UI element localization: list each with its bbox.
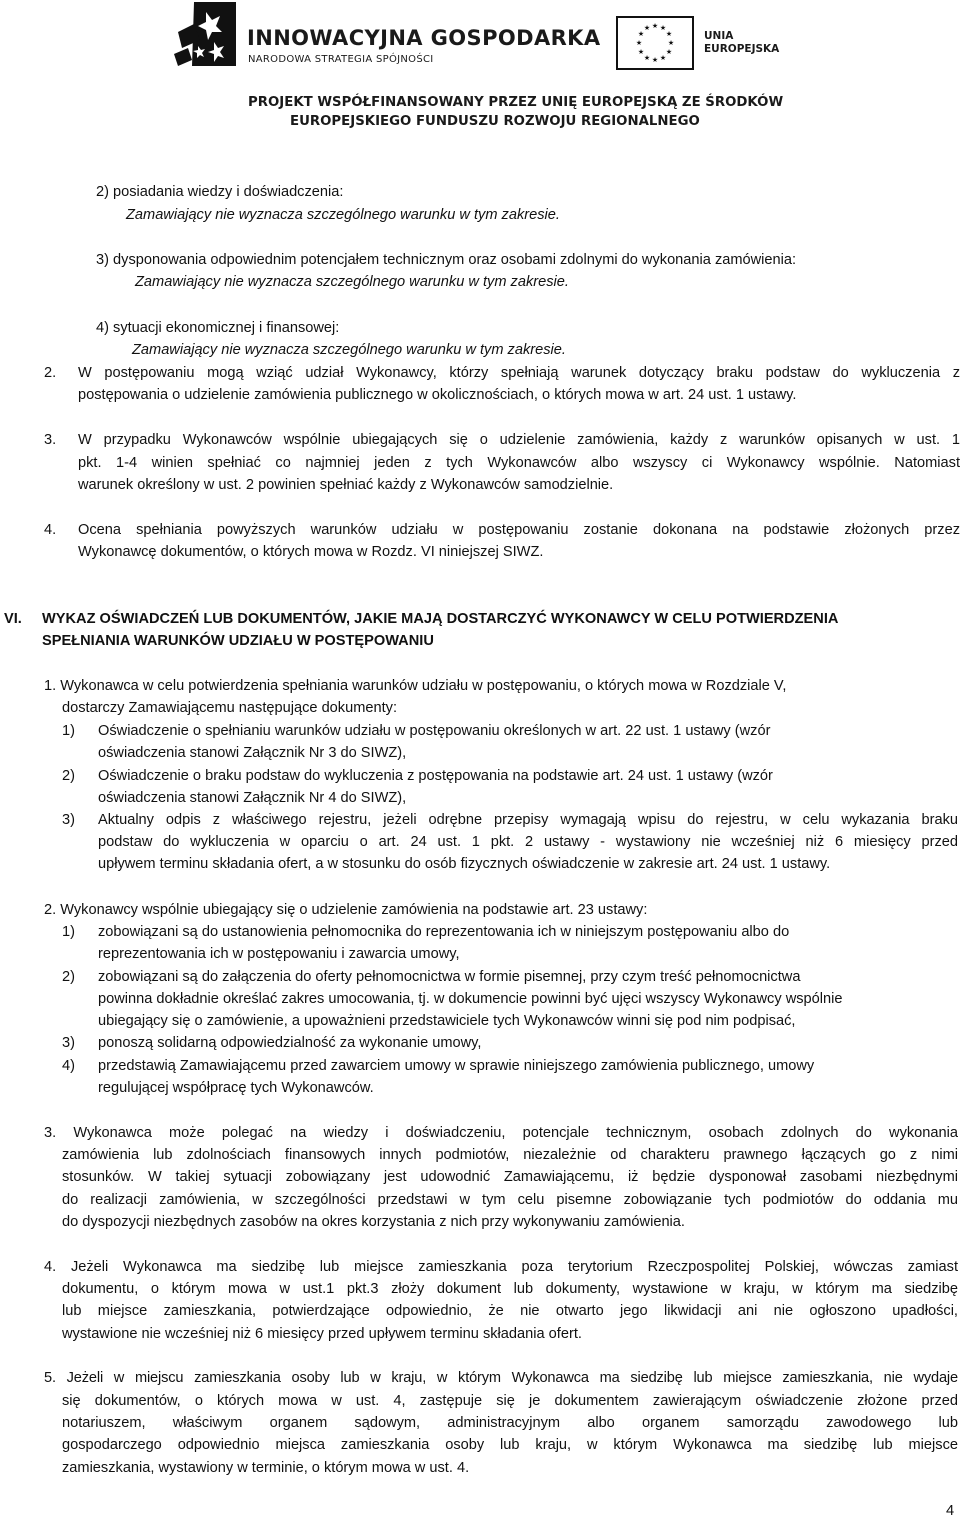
text-line: 3) dysponowania odpowiednim potencjałem technicznym oraz osobami zdolnymi do wykonania zamówienia: [96, 252, 797, 268]
list-number: 2) [62, 969, 75, 985]
section-title: SPEŁNIANIA WARUNKÓW UDZIAŁU W POSTĘPOWANIU [42, 633, 434, 649]
svg-text:★: ★ [659, 24, 667, 32]
text-line: do dyspozycji niezbędnych zasobów na okres korzystania z nich przy wykonywaniu zamówienia. [62, 1214, 685, 1230]
text-line: warunek określony w ust. 2 powinien spełniać każdy z Wykonawców samodzielnie. [78, 477, 614, 493]
text-line: 4. Jeżeli Wykonawca ma siedzibę lub miejsce zamieszkania poza terytorium Rzeczpospolitej Polskiej, wówczas zamiast [44, 1259, 958, 1275]
text-line: 3. Wykonawca może polegać na wiedzy i doświadczeniu, potencjale technicznym, osobach zdolnych do wykonania [44, 1125, 958, 1141]
list-number: 2. [44, 365, 57, 381]
svg-text:★: ★ [643, 24, 651, 32]
svg-text:★: ★ [659, 54, 667, 62]
text-line: regulującej współpracę tych Wykonawców. [98, 1080, 374, 1096]
text-line: podstaw do wykluczenia w oparciu o art. 24 ust. 1 pkt. 2 ustawy - wystawiony nie wcześniej niż 6 miesięcy przed [98, 834, 958, 850]
text-line: 5. Jeżeli w miejscu zamieszkania osoby lub w kraju, w którym Wykonawca ma siedzibę lub miejsce zamieszkania, nie wydaje [44, 1370, 958, 1386]
text-line: przedstawią Zamawiającemu przed zawarciem umowy w sprawie niniejszego zamówienia publicznego, umowy [98, 1058, 815, 1074]
section-title: WYKAZ OŚWIADCZEŃ LUB DOKUMENTÓW, JAKIE MAJĄ DOSTARCZYĆ WYKONAWCY W CELU POTWIERDZENIA [42, 611, 839, 627]
program-subtitle: NARODOWA STRATEGIA SPÓJNOŚCI [248, 54, 434, 65]
text-line: 1. Wykonawca w celu potwierdzenia spełniania warunków udziału w postępowaniu, o których mowa w Rozdziale V, [44, 678, 787, 694]
list-number: 2) [62, 768, 75, 784]
eu-flag-icon [616, 16, 694, 70]
text-line: oświadczenia stanowi Załącznik Nr 3 do SIWZ), [98, 745, 407, 761]
eu-label-line-2: EUROPEJSKA [704, 43, 780, 55]
text-line: reprezentowania ich w postępowaniu i zawarcia umowy, [98, 946, 460, 962]
text-line: W przypadku Wykonawców wspólnie ubiegających się o udzielenie zamówienia, każdy z warunków opisanych w ust. 1 [78, 432, 960, 448]
list-number: 1) [62, 723, 75, 739]
text-line: zamówienia lub zdolnościach finansowych innych podmiotów, niezależnie od charakteru prawnego łączących go z nimi [62, 1147, 958, 1163]
list-number: 3. [44, 432, 57, 448]
innowacyjna-gospodarka-logo [172, 2, 238, 74]
text-line: zobowiązani są do załączenia do oferty pełnomocnictwa w formie pisemnej, przy czym treść pełnomocnictwa [98, 969, 801, 985]
list-number: 1) [62, 924, 75, 940]
list-number: 4) [62, 1058, 75, 1074]
text-line: dostarczy Zamawiającemu następujące dokumenty: [62, 700, 398, 716]
text-line: zobowiązani są do ustanowienia pełnomocnika do reprezentowania ich w niniejszym postępowaniu albo do [98, 924, 790, 940]
text-line: W postępowaniu mogą wziąć udział Wykonawcy, którzy spełniają warunek dotyczący braku podstaw do wykluczenia z [78, 365, 960, 381]
svg-text:★: ★ [665, 30, 673, 38]
eu-label-line-1: UNIA [704, 30, 734, 42]
text-line: Zamawiający nie wyznacza szczególnego warunku w tym zakresie. [135, 274, 569, 290]
text-line: się dokumentów, o których mowa w ust. 4, zastępuje się je dokumentem zawierającym oświadczenie złożone przed [62, 1393, 958, 1409]
text-line: stosunków. W takiej sytuacji zobowiązany jest udowodnić Zamawiającemu, iż będzie dysponował zasobami niezbędnymi [62, 1169, 958, 1185]
eu-flag-logo [616, 16, 694, 70]
list-number: 4. [44, 522, 57, 538]
eu-label [704, 30, 779, 56]
text-line: do realizacji zamówienia, w szczególności przedstawi w tym celu pisemne zobowiązanie tych podmiotów do oddania mu [62, 1192, 958, 1208]
text-line: gospodarczego odpowiednio miejsca zamieszkania osoby lub kraju, w którym Wykonawca ma siedzibę lub miejsce [62, 1437, 958, 1453]
text-line: ubiegający się o zamówienie, a upoważnieni przedstawiciele tych Wykonawców winni się pod nim podpisać, [98, 1013, 796, 1029]
text-line: dokumentu, o którym mowa w ust.1 pkt.3 złoży dokument lub dokumenty, wystawione w kraju, w którym ma siedzibę [62, 1281, 958, 1297]
svg-text:★: ★ [651, 22, 659, 30]
text-line: lub miejsce zamieszkania, potwierdzające odpowiednio, że nie otwarto jego likwidacji ani nie ogłoszono upadłości, [62, 1303, 958, 1319]
text-line: oświadczenia stanowi Załącznik Nr 4 do SIWZ), [98, 790, 407, 806]
project-cofinancing-line-1: PROJEKT WSPÓŁFINANSOWANY PRZEZ UNIĘ EUROPEJSKĄ ZE ŚRODKÓW [248, 95, 784, 110]
section-number: VI. [4, 611, 22, 627]
text-line: 2) posiadania wiedzy i doświadczenia: [96, 184, 344, 200]
text-line: wystawione nie wcześniej niż 6 miesięcy przed upływem terminu składania ofert. [62, 1326, 582, 1342]
svg-text:★: ★ [637, 48, 645, 56]
text-line: zamieszkania, wystawiony w terminie, o którym mowa w ust. 4. [62, 1460, 470, 1476]
page-number: 4 [946, 1503, 955, 1519]
logo-emblem-icon [172, 2, 238, 74]
text-line: upływem terminu składania ofert, a w stosunku do osób fizycznych oświadczenie w zakresie art. 24 ust. 1 ustawy. [98, 856, 831, 872]
text-line: notariuszem, właściwym organem sądowym, administracyjnym albo organem samorządu zawodowego lub [62, 1415, 958, 1431]
text-line: powinna dokładnie określać zakres umocowania, tj. w dokumencie powinni być ujęci wszyscy Wykonawcy wspólnie [98, 991, 843, 1007]
svg-text:★: ★ [665, 48, 673, 56]
text-line: Oświadczenie o spełnianiu warunków udziału w postępowaniu określonych w art. 22 ust. 1 ustawy (wzór [98, 723, 771, 739]
svg-text:★: ★ [637, 30, 645, 38]
project-cofinancing-line-2: EUROPEJSKIEGO FUNDUSZU ROZWOJU REGIONALNEGO [290, 114, 700, 129]
svg-text:★: ★ [667, 39, 675, 47]
text-line: Oświadczenie o braku podstaw do wykluczenia z postępowania na podstawie art. 24 ust. 1 ustawy (wzór [98, 768, 773, 784]
text-line: pkt. 1-4 winien spełniać co najmniej jeden z tych Wykonawców albo wszyscy ci Wykonawcy wspólnie. Natomiast [78, 455, 960, 471]
list-number: 3) [62, 812, 75, 828]
text-line: Zamawiający nie wyznacza szczególnego warunku w tym zakresie. [132, 342, 566, 358]
text-line: 4) sytuacji ekonomicznej i finansowej: [96, 320, 340, 336]
text-line: Ocena spełniania powyższych warunków udziału w postępowaniu zostanie dokonana na podstawie złożonych przez [78, 522, 960, 538]
program-title: INNOWACYJNA GOSPODARKA [247, 26, 601, 50]
svg-text:★: ★ [635, 39, 643, 47]
text-line: Wykonawcę dokumentów, o których mowa w Rozdz. VI niniejszej SIWZ. [78, 544, 544, 560]
svg-text:★: ★ [643, 54, 651, 62]
text-line: Aktualny odpis z właściwego rejestru, jeżeli odrębne przepisy wymagają wpisu do rejestru, w celu wykazania braku [98, 812, 958, 828]
text-line: ponoszą solidarną odpowiedzialność za wykonanie umowy, [98, 1035, 482, 1051]
text-line: Zamawiający nie wyznacza szczególnego warunku w tym zakresie. [126, 207, 560, 223]
text-line: postępowania o udzielenie zamówienia publicznego w okolicznościach, o których mowa w art. 24 ust. 1 ustawy. [78, 387, 797, 403]
svg-text:★: ★ [651, 56, 659, 64]
text-line: 2. Wykonawcy wspólnie ubiegający się o udzielenie zamówienia na podstawie art. 23 ustawy: [44, 902, 648, 918]
list-number: 3) [62, 1035, 75, 1051]
